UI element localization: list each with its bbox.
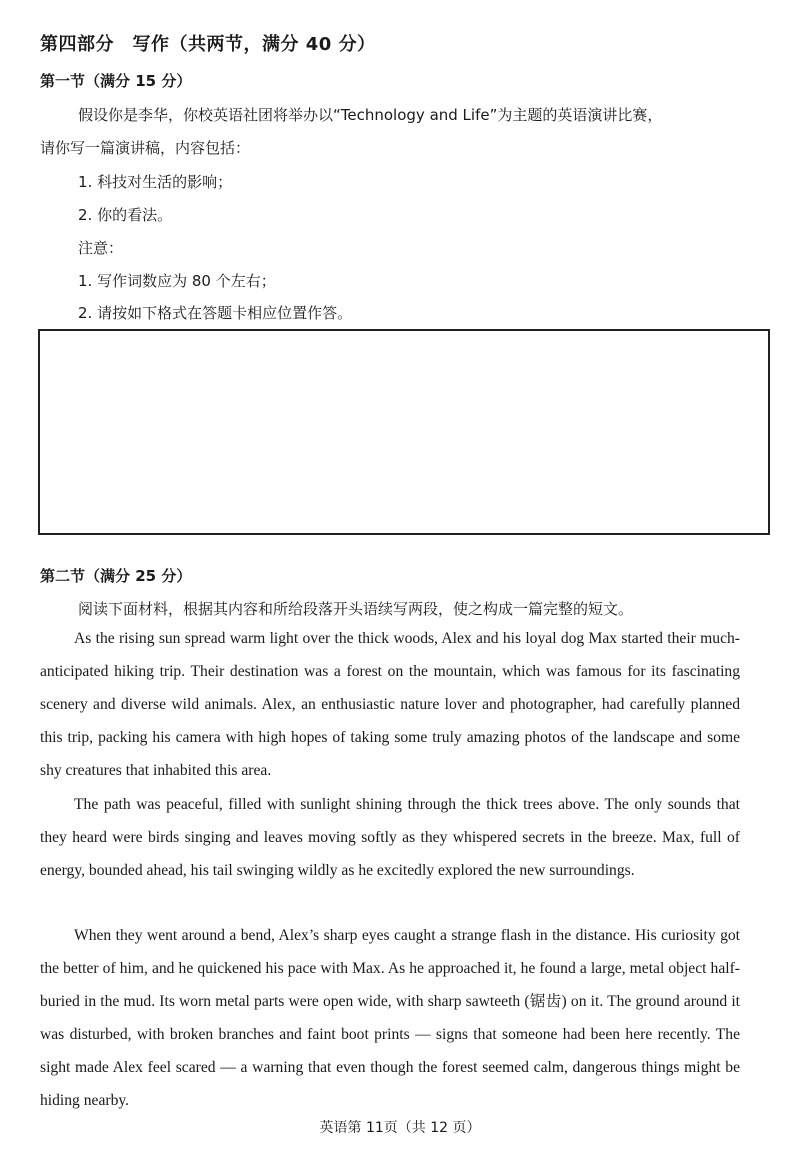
section1-prompt-line2: 请你写一篇演讲稿，内容包括：	[40, 139, 251, 157]
page-footer: 英语第 11页（共 12 页）	[319, 1120, 481, 1136]
section1-note: 1. 写作词数应为 80 个左右；	[78, 272, 276, 290]
section1-item: 1. 科技对生活的影响；	[78, 173, 233, 191]
story-paragraph: The path was peaceful, filled with sunlight shining through the thick trees above. The only sounds that they heard were birds singing and leaves moving softly as they whispered secrets in the breeze. Max, full of energy, bounded ahead, his tail swinging wildly as he excitedly explored the new surroundings.	[40, 796, 740, 879]
story-paragraph: When they went around a bend, Alex’s sharp eyes caught a strange flash in the distance. His curiosity got the better of him, and he quickened his pace with Max. As he approached it, he found a large, metal object half-buried in the mud. Its worn metal parts were open wide, with sharp sawteeth (锯齿) on it. The ground around it was disturbed, with broken branches and faint boot prints — signs that someone had been here recently. The sight made Alex feel scared — a warning that even though the forest seemed calm, dangerous things might be hiding nearby.	[40, 927, 740, 1109]
section2-instruction: 阅读下面材料，根据其内容和所给段落开头语续写两段，使之构成一篇完整的短文。	[78, 600, 634, 618]
section1-note-label: 注意：	[78, 239, 124, 257]
part-title: 第四部分 写作（共两节，满分 40 分）	[40, 34, 376, 55]
section1-item: 2. 你的看法。	[78, 206, 173, 224]
section1-note: 2. 请按如下格式在答题卡相应位置作答。	[78, 304, 353, 322]
answer-format-box	[38, 329, 770, 535]
section1-title: 第一节（满分 15 分）	[40, 72, 192, 90]
section1-prompt-line1: 假设你是李华，你校英语社团将举办以“Technology and Life”为主题的英语演讲比赛，	[78, 106, 663, 124]
section2-title: 第二节（满分 25 分）	[40, 567, 192, 585]
story-paragraph: As the rising sun spread warm light over the thick woods, Alex and his loyal dog Max started their much-anticipated hiking trip. Their destination was a forest on the mountain, which was famous for its fascinating scenery and diverse wild animals. Alex, an enthusiastic nature lover and photographer, had carefully planned this trip, packing his camera with high hopes of taking some truly amazing photos of the landscape and some shy creatures that inhabited this area.	[40, 630, 740, 779]
